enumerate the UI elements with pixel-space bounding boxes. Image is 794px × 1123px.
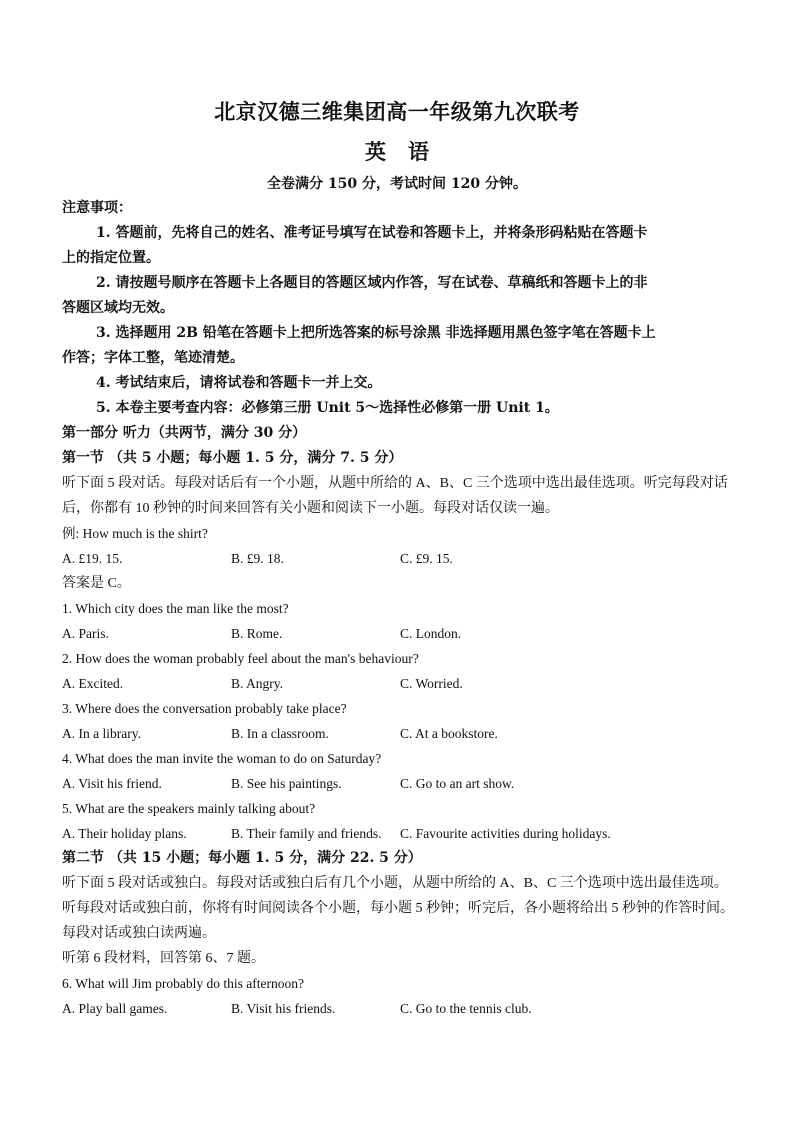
example-question: 例: How much is the shirt? (62, 526, 208, 541)
score-line: 全卷满分 150 分，考试时间 120 分钟。 (267, 176, 527, 192)
option-c: C. London. (400, 626, 462, 641)
section-instructions: 听每段对话或独白前，你将有时间阅读各个小题，每小题 5 秒钟；听完后，各小题将给出 5 秒钟的作答时间。 (62, 901, 734, 916)
option-b: B. Angry. (231, 676, 284, 691)
option-b: B. Visit his friends. (231, 1001, 336, 1016)
question-4-options (62, 771, 736, 796)
notice-item: 4. 考试结束后，请将试卷和答题卡一并上交。 (96, 375, 382, 391)
example-answer: 答案是 C。 (62, 576, 131, 591)
notice-item: 答题区域均无效。 (62, 300, 174, 316)
option-c: C. Go to an art show. (400, 776, 515, 791)
option-c: C. Go to the tennis club. (400, 1001, 532, 1016)
option-a: A. Play ball games. (62, 1001, 168, 1016)
notice-item: 3. 选择题用 2B 铅笔在答题卡上把所选答案的标号涂黑 非选择题用黑色签字笔在答题卡上 (96, 325, 656, 341)
exam-content (62, 196, 736, 1021)
material-note: 听第 6 段材料，回答第 6、7 题。 (62, 951, 265, 966)
option-a: A. £19. 15. (62, 551, 123, 566)
option-c: C. Worried. (400, 676, 463, 691)
option-b: B. Rome. (231, 626, 283, 641)
section-heading: 第二节 （共 15 小题；每小题 1. 5 分，满分 22. 5 分） (62, 850, 422, 866)
question-1: 1. Which city does the man like the most? (62, 601, 289, 616)
notice-item: 2. 请按题号顺序在答题卡上各题目的答题区域内作答，写在试卷、草稿纸和答题卡上的非 (96, 275, 648, 291)
question-2: 2. How does the woman probably feel about the man's behaviour? (62, 651, 419, 666)
option-c: C. Favourite activities during holidays. (400, 826, 611, 841)
question-2-options (62, 671, 736, 696)
question-5-options (62, 821, 736, 846)
section-instructions: 听下面 5 段对话或独白。每段对话或独白后有几个小题，从题中所给的 A、B、C 三个选项中选出最佳选项。 (62, 876, 728, 891)
notice-heading: 注意事项： (62, 200, 132, 216)
exam-title: 北京汉德三维集团高一年级第九次联考 (214, 99, 580, 124)
subject-title: 英语 (365, 139, 451, 164)
notice-item: 1. 答题前，先将自己的姓名、准考证号填写在试卷和答题卡上，并将条形码粘贴在答题卡 (96, 225, 648, 241)
option-a: A. Visit his friend. (62, 776, 162, 791)
option-c: C. At a bookstore. (400, 726, 498, 741)
section-instructions: 听下面 5 段对话。每段对话后有一个小题，从题中所给的 A、B、C 三个选项中选出最佳选项。听完每段对话 (62, 476, 728, 491)
example-options (62, 546, 736, 571)
question-1-options (62, 621, 736, 646)
option-a: A. Excited. (62, 676, 124, 691)
question-5: 5. What are the speakers mainly talking about? (62, 801, 316, 816)
question-6-options (62, 996, 736, 1021)
question-3: 3. Where does the conversation probably take place? (62, 701, 347, 716)
question-3-options (62, 721, 736, 746)
section-instructions: 每段对话或独白读两遍。 (62, 926, 216, 941)
option-b: B. Their family and friends. (231, 826, 382, 841)
part-heading: 第一部分 听力（共两节，满分 30 分） (62, 425, 307, 441)
question-4: 4. What does the man invite the woman to do on Saturday? (62, 751, 382, 766)
notice-item: 上的指定位置。 (62, 250, 160, 266)
notice-item: 作答；字体工整，笔迹清楚。 (62, 350, 244, 366)
option-b: B. In a classroom. (231, 726, 329, 741)
notice-item: 5. 本卷主要考查内容：必修第三册 Unit 5～选择性必修第一册 Unit 1。 (96, 400, 559, 416)
section-instructions: 后，你都有 10 秒钟的时间来回答有关小题和阅读下一小题。每段对话仅读一遍。 (62, 501, 559, 516)
option-b: B. £9. 18. (231, 551, 284, 566)
option-c: C. £9. 15. (400, 551, 453, 566)
option-a: A. Their holiday plans. (62, 826, 187, 841)
section-heading: 第一节 （共 5 小题；每小题 1. 5 分，满分 7. 5 分） (62, 450, 403, 466)
question-6: 6. What will Jim probably do this afternoon? (62, 976, 304, 991)
option-b: B. See his paintings. (231, 776, 342, 791)
option-a: A. In a library. (62, 726, 141, 741)
option-a: A. Paris. (62, 626, 109, 641)
